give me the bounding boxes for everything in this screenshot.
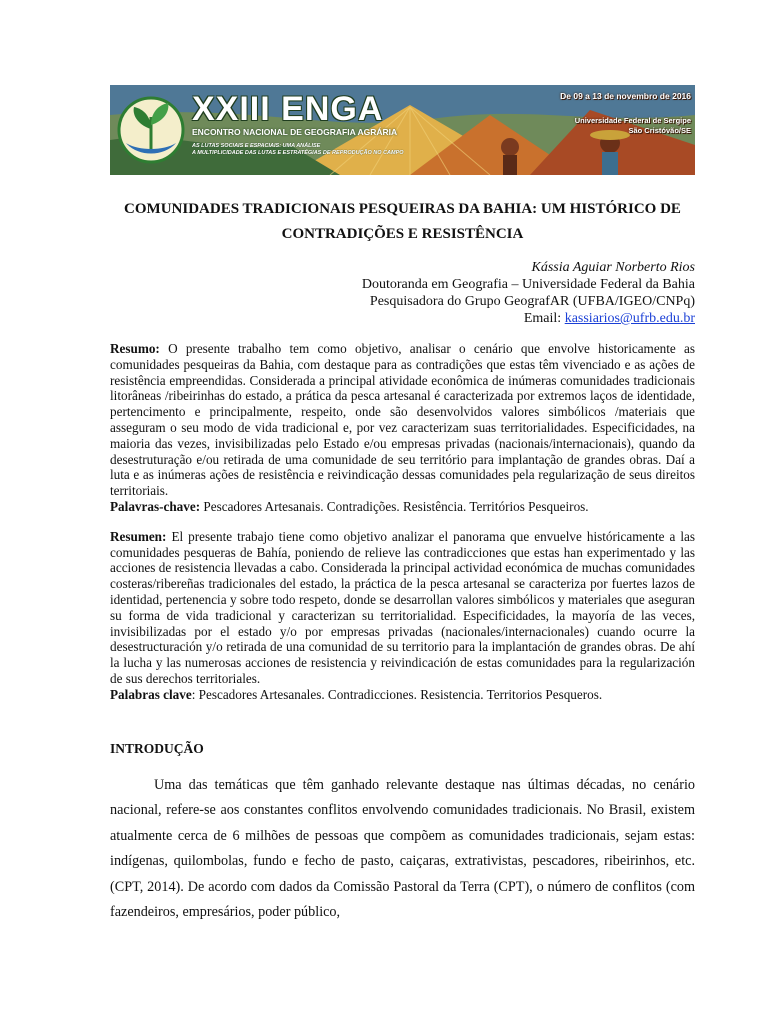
author-email-line [110,310,695,327]
banner-event-info [560,91,691,136]
introduction-paragraph: Uma das temáticas que têm ganhado relevante destaque nas últimas décadas, no cenário nacional, refere-se aos constantes conflitos envolvendo comunidades tradicionais. No Brasil, existem atualmente cerca de 6 milhões de pessoas que compõem as comunidades tradicionais, sejam estas: indígenas, quilombolas, fundo e fecho de pasto, caiçaras, extrativistas, pescadores, ribeirinhos, etc. (CPT, 2014). De acordo com dados da Comissão Pastoral da Terra (CPT), o número de conflitos (com fazendeiros, empresários, poder público, [110,776,695,921]
resumen-section [110,529,695,703]
paper-page [110,85,695,926]
conference-banner [110,85,695,175]
email-label: Email: [523,311,562,326]
resumen-paragraph [110,529,695,687]
paper-title [110,197,695,247]
resumo-keywords-text: Pescadores Artesanais. Contradições. Resistência. Territórios Pesqueiros. [203,498,589,514]
banner-title: XXIII ENGA [192,90,384,128]
banner-theme [192,143,404,157]
resumo-section [110,341,695,515]
banner-theme-line-2: A MULTIPLICIDADE DAS LUTAS E ESTRATÉGIAS DE REPRODUÇÃO NO CAMPO [192,150,404,156]
author-affiliation-1: Doutoranda em Geografia – Universidade Federal da Bahia [361,277,695,292]
resumen-keywords-text: : Pescadores Artesanales. Contradicciones. Resistencia. Territorios Pesqueros. [191,686,603,702]
resumen-label: Resumen: [110,528,167,544]
paper-title-line-1: COMUNIDADES TRADICIONAIS PESQUEIRAS DA BAHIA: UM HISTÓRICO DE [124,201,681,217]
resumo-text: O presente trabalho tem como objetivo, analisar o cenário que envolve historicamente as comunidades pesqueiras da Bahia, com destaque para as contradições que estas têm vivenciado e as ações de resistência empreendidas. Considerada a principal atividade econômica de inúmeras comunidades tradicionais litorâneas /ribeirinhas do estado, a prática da pesca artesanal é caracterizada por extremos laços de identidade, pertencimento e principalmente, respeito, onde são desenvolvidos valores simbólicos /materiais que asseguram o seu modo de vida tradicional e, por vez caracterizam suas territorialidades. Especificidades, na maioria das vezes, invisibilizadas pelo Estado e/ou empresas privadas (nacionais/internacionais), quando da desestruturação e/ou retirada de uma comunidade de seu território para implantação de grandes obras. Daí a luta e as inúmeras ações de resistência e reivindicação dessas comunidades pela regularização de seus direitos territoriais. [110,341,696,499]
spacer [110,515,695,529]
banner-theme-line-1: AS LUTAS SOCIAIS E ESPACIAIS: UMA ANÁLISE [192,143,321,149]
resumo-paragraph [110,341,695,499]
banner-subtitle: ENCONTRO NACIONAL DE GEOGRAFIA AGRÁRIA [192,127,398,137]
paper-title-line-2: CONTRADIÇÕES E RESISTÊNCIA [281,226,524,242]
resumo-keywords [110,499,695,515]
enga-logo-icon [116,95,186,165]
author-email-link[interactable]: kassiarios@ufrb.edu.br [564,311,695,326]
introduction-heading: INTRODUÇÃO [110,740,204,756]
resumo-label: Resumo: [110,341,160,356]
resumen-text: El presente trabajo tiene como objetivo analizar el panorama que envuelve históricamente a las comunidades pesqueras de Bahía, poniendo de relieve las contradicciones que estas han experimentado y las acciones de resistencia llevadas a cabo. Considerada la principal actividad económica de muchas comunidades costeras/ribereñas tradicionales del estado, la práctica de la pesca artesanal se caracteriza por fuertes lazos de identidad, pertenencia y sobre todo respeto, donde se desarrollan valores simbólicos y materiales que aseguran su forma de vida tradicional y caracterizan su territorialidad. Especificidades, la mayoría de las veces, invisibilizadas por el estado y/o por empresas privadas (nacionales/internacionales) cuando ocurre la desestructuración y/o retirada de una comunidad de su territorio para la implantación de grandes obras. De ahí la lucha y las numerosas acciones de resistencia y reivindicación de estas comunidades para la regularización de sus derechos territoriales. [110,528,696,686]
resumen-keywords [110,687,695,703]
author-block [110,259,695,327]
author-name: Kássia Aguiar Norberto Rios [531,260,695,275]
banner-dates: De 09 a 13 de novembro de 2016 [560,91,691,101]
banner-city: São Cristóvão/SE [628,126,691,135]
resumen-keywords-label: Palabras clave [110,686,192,702]
banner-university: Universidade Federal de Sergipe [574,116,691,125]
author-affiliation-2: Pesquisadora do Grupo GeografAR (UFBA/IGEO/CNPq) [369,294,695,309]
resumo-keywords-label: Palavras-chave: [110,498,201,514]
